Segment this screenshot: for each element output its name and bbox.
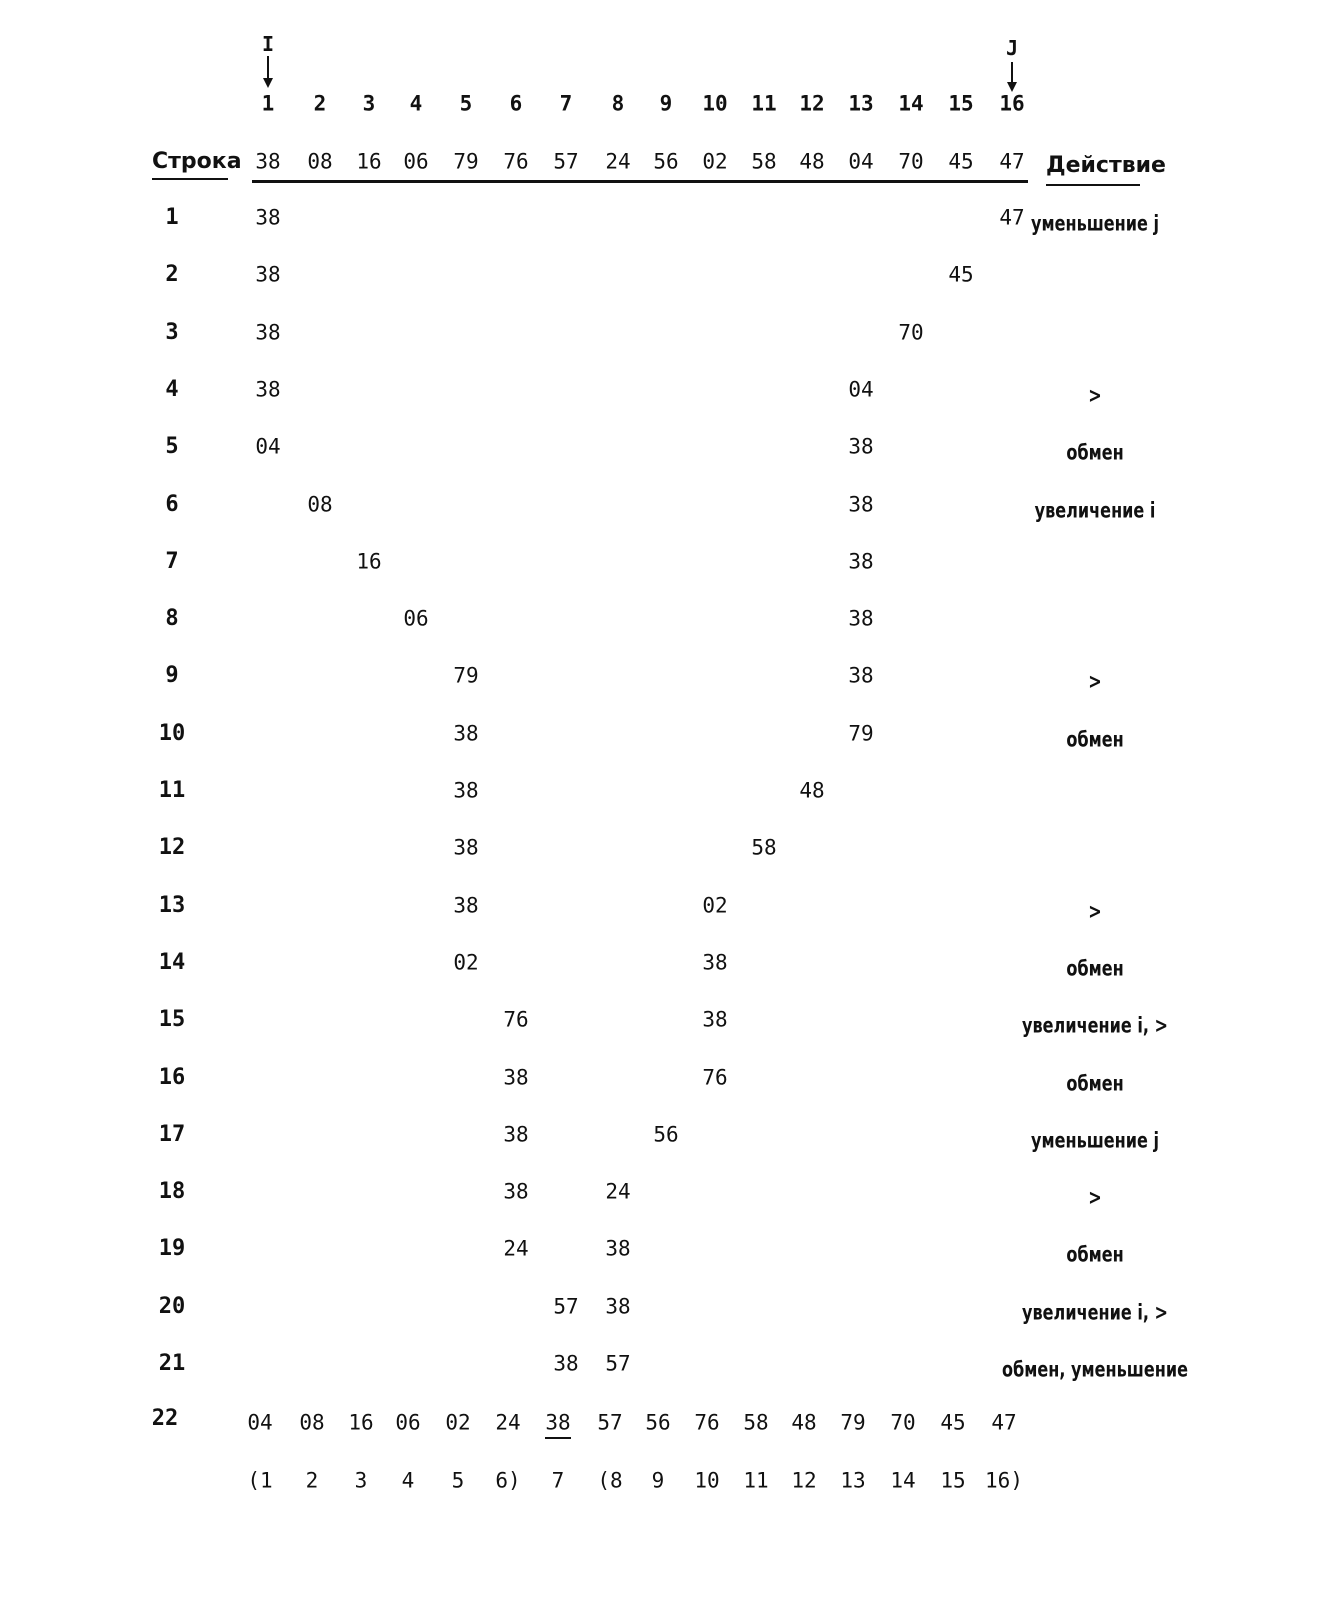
final-value: 57 [597,1410,623,1435]
column-index: 16 [999,91,1025,116]
row-label-underline [152,178,228,180]
row-number: 3 [165,319,179,345]
cell-value: 47 [999,205,1025,230]
final-value: 58 [743,1410,769,1435]
final-value: 08 [299,1410,325,1435]
cell-value: 38 [848,663,874,688]
row-number: 19 [158,1236,186,1262]
partition-index: (8 [597,1468,623,1493]
partition-index: 13 [840,1468,866,1493]
row-number: 4 [165,376,179,402]
cell-value: 38 [255,205,281,230]
initial-value: 58 [751,149,777,174]
cell-value: 45 [948,262,974,287]
pivot-underline [545,1437,571,1439]
initial-value: 08 [307,149,333,174]
row-number: 18 [158,1179,186,1205]
final-value: 56 [645,1410,671,1435]
column-index: 3 [362,91,376,116]
action-text: > [1088,899,1102,924]
cell-value: 38 [453,778,479,803]
partition-index: 6) [495,1468,521,1493]
action-text: обмен, уменьшение [1002,1357,1188,1382]
initial-value: 04 [848,149,874,174]
partition-index: 3 [354,1468,368,1493]
cell-value: 76 [503,1007,529,1032]
cell-value: 06 [403,606,429,631]
column-index: 4 [409,91,423,116]
initial-value: 56 [653,149,679,174]
cell-value: 58 [751,835,777,860]
cell-value: 38 [605,1236,631,1261]
cell-value: 24 [605,1179,631,1204]
cell-value: 38 [848,549,874,574]
row-number: 10 [158,720,186,746]
action-text: обмен [1066,727,1124,752]
row-number: 22 [151,1406,179,1431]
action-text: обмен [1066,956,1124,981]
final-value: 02 [445,1410,471,1435]
partition-index: 5 [451,1468,465,1493]
partition-index: 9 [651,1468,665,1493]
initial-value: 38 [255,149,281,174]
final-value: 06 [395,1410,421,1435]
final-value: 38 [545,1410,571,1435]
row-number: 15 [158,1007,186,1033]
action-text: увеличение i, > [1022,1300,1168,1325]
cell-value: 38 [503,1065,529,1089]
partition-index: 14 [890,1468,916,1493]
column-index: 10 [702,91,728,116]
cell-value: 79 [848,721,874,746]
action-text: уменьшение j [1030,211,1160,236]
partition-index: 2 [305,1468,319,1493]
action-text: обмен [1066,440,1124,465]
row-number: 16 [158,1064,186,1090]
cell-value: 79 [453,663,479,688]
cell-value: 38 [503,1122,529,1147]
initial-value: 16 [356,149,382,174]
cell-value: 38 [848,606,874,631]
cell-value: 38 [848,492,874,516]
partition-index: 11 [743,1468,769,1493]
cell-value: 38 [255,262,281,287]
pointer-i-arrow [260,56,276,88]
column-index: 7 [559,91,573,116]
initial-value: 76 [503,149,529,174]
cell-value: 38 [702,1007,728,1032]
initial-value: 45 [948,149,974,174]
row-number: 11 [158,778,186,803]
action-text: > [1088,1185,1102,1210]
row-number: 13 [158,892,186,918]
action-text: увеличение i [1034,498,1156,522]
row-header-label: Строка [152,149,242,174]
cell-value: 70 [898,320,924,345]
column-index: 2 [313,91,327,116]
action-text: обмен [1066,1242,1124,1267]
initial-value: 47 [999,149,1025,174]
row-number: 6 [165,491,179,517]
initial-value: 24 [605,149,631,174]
column-index: 9 [659,91,673,116]
pointer-i-label: I [261,32,275,56]
column-index: 6 [509,91,523,116]
row-number: 1 [165,205,179,230]
final-value: 48 [791,1410,817,1435]
cell-value: 38 [453,721,479,746]
cell-value: 08 [307,492,333,516]
final-value: 47 [991,1410,1017,1435]
final-value: 76 [694,1410,720,1435]
action-text: уменьшение j [1030,1128,1160,1153]
column-index: 13 [848,91,874,116]
partition-index: 16) [985,1468,1023,1493]
cell-value: 24 [503,1236,529,1261]
column-index: 8 [611,91,625,116]
action-text: обмен [1066,1071,1124,1095]
cell-value: 02 [453,950,479,975]
row-number: 2 [165,262,179,288]
cell-value: 38 [453,835,479,860]
cell-value: 02 [702,893,728,918]
partition-index: 7 [551,1468,565,1493]
partition-index: (1 [247,1468,273,1493]
column-index: 11 [751,91,777,116]
row-number: 5 [165,434,179,460]
cell-value: 04 [255,434,281,459]
initial-value: 02 [702,149,728,174]
final-value: 16 [348,1410,374,1435]
cell-value: 57 [605,1351,631,1376]
final-value: 04 [247,1410,273,1435]
partition-index: 12 [791,1468,817,1493]
header-rule [252,180,1028,183]
cell-value: 38 [605,1294,631,1319]
partition-index: 10 [694,1468,720,1493]
final-value: 70 [890,1410,916,1435]
action-text: > [1088,383,1102,408]
cell-value: 38 [453,893,479,918]
row-number: 12 [158,835,186,861]
action-label-underline [1046,184,1140,186]
final-value: 45 [940,1410,966,1435]
cell-value: 38 [255,377,281,402]
cell-value: 38 [553,1351,579,1376]
column-index: 15 [948,91,974,116]
cell-value: 38 [255,320,281,345]
action-text: > [1088,669,1102,694]
row-number: 20 [158,1293,186,1319]
initial-value: 57 [553,149,579,174]
cell-value: 38 [503,1179,529,1204]
initial-value: 06 [403,149,429,174]
row-number: 7 [165,548,179,574]
cell-value: 04 [848,377,874,402]
row-number: 21 [158,1351,186,1376]
initial-value: 79 [453,149,479,174]
final-value: 24 [495,1410,521,1435]
column-index: 14 [898,91,924,116]
row-number: 14 [158,949,186,975]
row-number: 9 [165,663,179,689]
column-index: 12 [799,91,825,116]
final-value: 79 [840,1410,866,1435]
pointer-j-label: J [1005,36,1019,60]
partition-index: 4 [401,1468,415,1493]
action-text: увеличение i, > [1022,1013,1168,1038]
column-index: 5 [459,91,473,116]
cell-value: 76 [702,1065,728,1089]
column-index: 1 [261,91,275,116]
cell-value: 56 [653,1122,679,1147]
pointer-j-arrow [1004,62,1020,92]
action-header-label: Действие [1046,153,1166,178]
partition-index: 15 [940,1468,966,1493]
cell-value: 57 [553,1294,579,1319]
row-number: 17 [158,1121,186,1147]
cell-value: 16 [356,549,382,574]
initial-value: 48 [799,149,825,174]
cell-value: 48 [799,778,825,803]
initial-value: 70 [898,149,924,174]
cell-value: 38 [702,950,728,975]
cell-value: 38 [848,434,874,459]
row-number: 8 [165,606,179,632]
